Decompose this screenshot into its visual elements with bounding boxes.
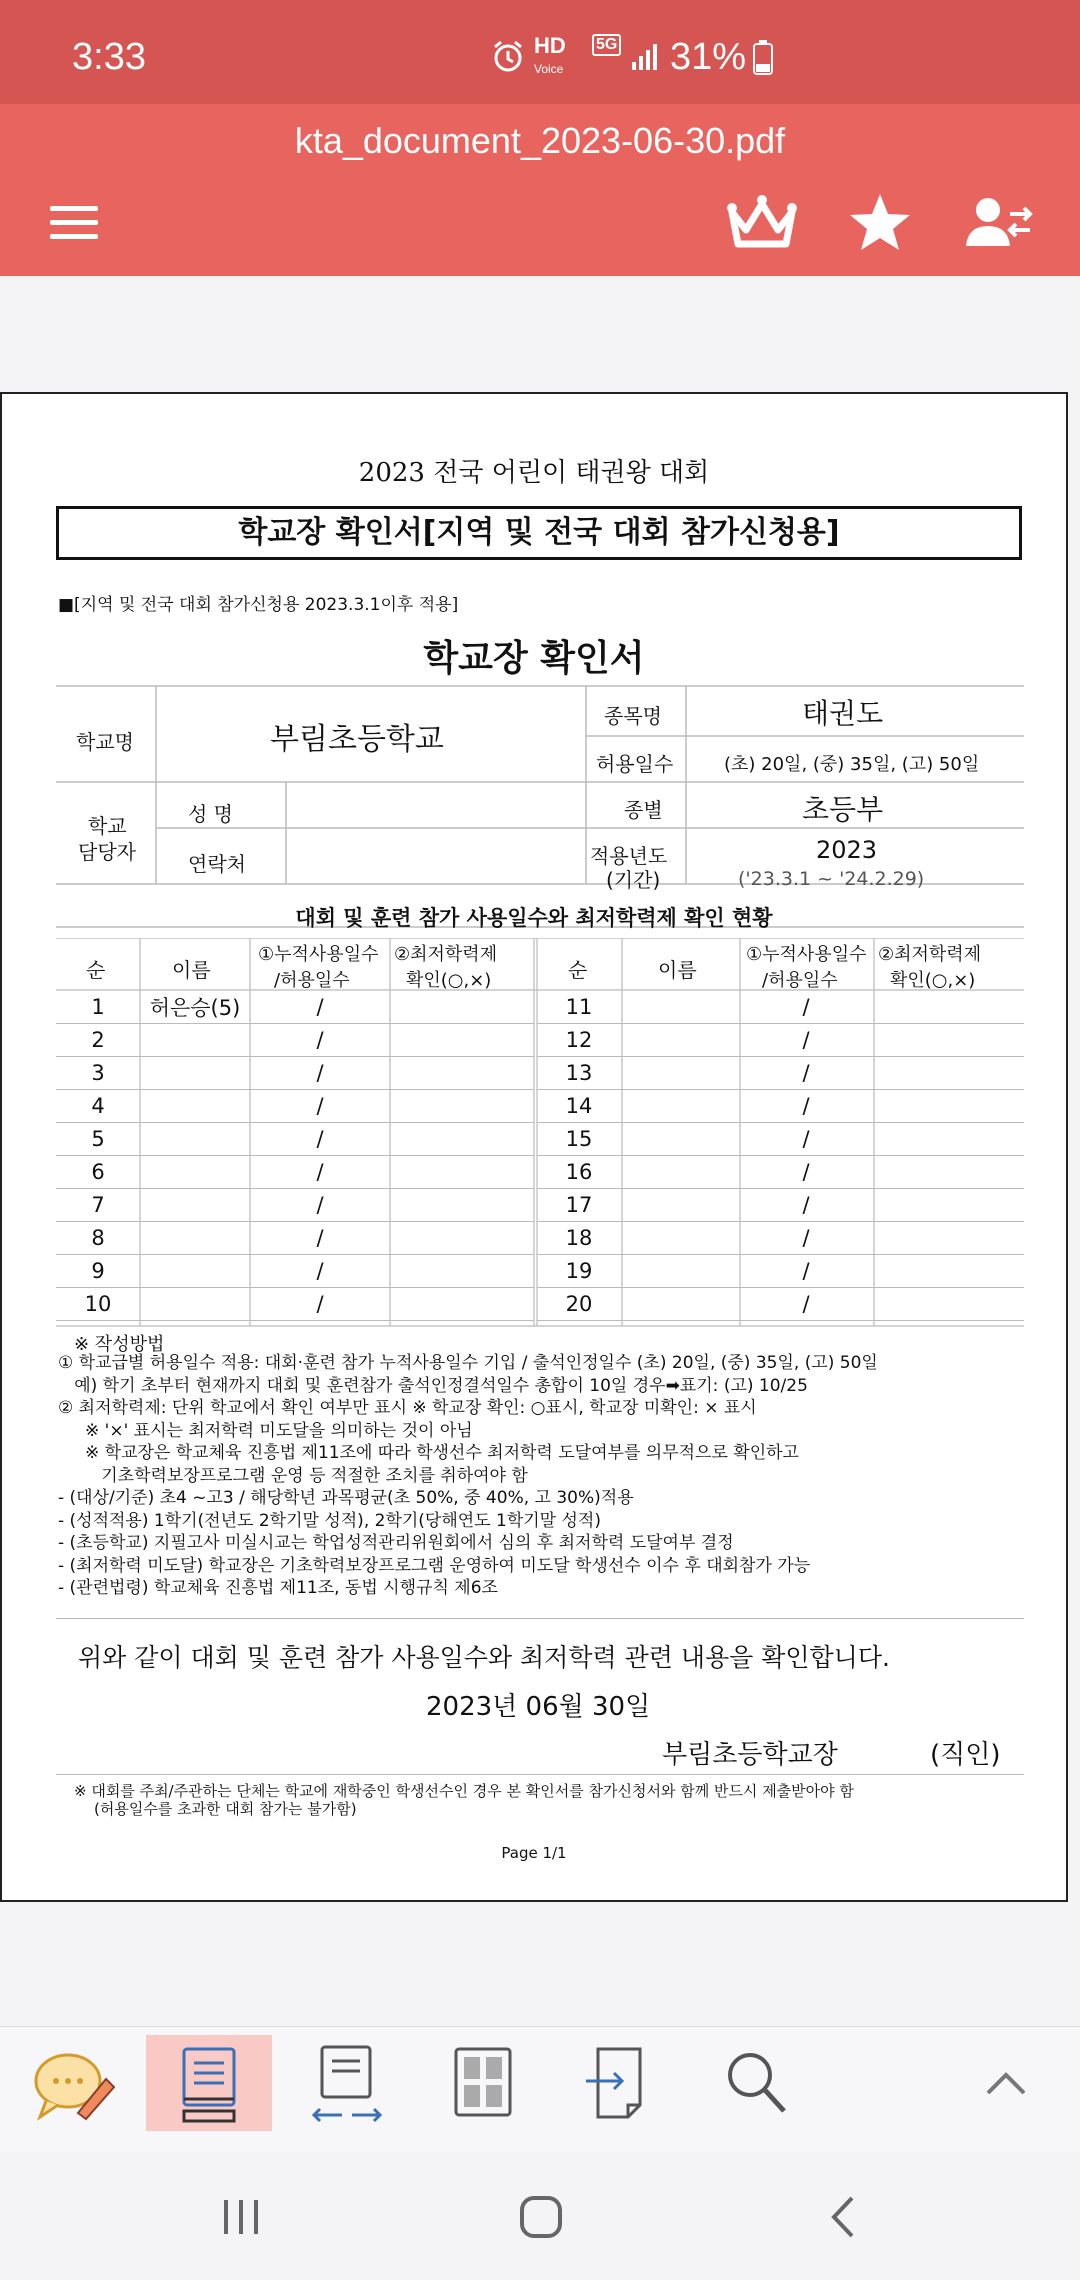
- footer-divider: [56, 1774, 1024, 1775]
- col-days-right-1: ①누적사용일수: [746, 944, 867, 965]
- row-check: [873, 1222, 1024, 1255]
- row-check: [390, 1057, 534, 1090]
- row-number: 11: [537, 991, 621, 1024]
- document-title: kta_document_2023-06-30.pdf: [294, 120, 786, 161]
- net-label: 5G: [596, 36, 618, 53]
- doc-box-title: [56, 506, 1022, 560]
- row-check: [390, 1024, 534, 1057]
- row-number: 8: [56, 1222, 140, 1255]
- footer-note-2: (허용일수를 초과한 대회 참가는 불가함): [94, 1800, 357, 1818]
- hd-label: HD: [534, 33, 566, 58]
- row-name: [621, 1156, 739, 1189]
- staff-label-2: 담당자: [78, 840, 136, 864]
- back-icon[interactable]: [820, 2192, 870, 2242]
- row-name: [140, 1189, 250, 1222]
- method-line: 기초학력보장프로그램 운영 등 적절한 조치를 취하여야 함: [58, 1465, 528, 1486]
- row-days: /: [739, 1189, 873, 1222]
- row-days: /: [250, 991, 390, 1024]
- row-number: 4: [56, 1090, 140, 1123]
- event-value: 태권도: [802, 697, 884, 730]
- table-row: [537, 1255, 1024, 1288]
- col-check-right-2: 확인(○,×): [890, 970, 976, 991]
- row-name: [140, 1090, 250, 1123]
- allow-label: 허용일수: [596, 752, 674, 776]
- table-row: [56, 1288, 534, 1321]
- row-days: /: [739, 1288, 873, 1321]
- division-value: 초등부: [802, 793, 884, 826]
- footer-note-1: ※ 대회를 주최/주관하는 단체는 학교에 재학중인 학생선수인 경우 본 확인서를 참가신청서와 함께 반드시 제출받아야 함: [74, 1782, 854, 1800]
- bottom-toolbar: [0, 2026, 1080, 2153]
- method-line: - (초등학교) 지필고사 미실시교는 학업성적관리위원회에서 심의 후 최저학력 도달여부 결정: [58, 1533, 734, 1553]
- row-check: [390, 1156, 534, 1189]
- method-line: - (대상/기준) 초4 ~고3 / 해당학년 과목평균(초 50%, 중 40%, 고 30%)적용: [58, 1488, 634, 1508]
- row-days: /: [250, 1090, 390, 1123]
- 5g-icon: [592, 34, 621, 56]
- row-check: [873, 1090, 1024, 1123]
- confirm-text: 위와 같이 대회 및 훈련 참가 사용일수와 최저학력 관련 내용을 확인합니다.: [78, 1643, 890, 1672]
- row-number: 12: [537, 1024, 621, 1057]
- row-check: [390, 991, 534, 1024]
- comment-edit-icon[interactable]: [12, 2035, 138, 2131]
- row-number: 2: [56, 1024, 140, 1057]
- page-number: Page 1/1: [501, 1844, 567, 1862]
- allow-value: (초) 20일, (중) 35일, (고) 50일: [724, 754, 980, 775]
- row-name: [140, 1255, 250, 1288]
- row-check: [873, 1024, 1024, 1057]
- table-row: [56, 1189, 534, 1222]
- alarm-icon: [490, 38, 526, 74]
- row-days: /: [739, 1057, 873, 1090]
- hd-voice-icon: [534, 33, 566, 79]
- menu-icon[interactable]: [36, 182, 116, 262]
- method-lines: [58, 1352, 1058, 1600]
- col-days-left-1: ①누적사용일수: [258, 944, 379, 965]
- table-row: [537, 1057, 1024, 1090]
- chevron-up-icon[interactable]: [944, 2035, 1070, 2131]
- row-name: [140, 1156, 250, 1189]
- contact-label: 연락처: [188, 852, 246, 876]
- signal-icon: [630, 42, 660, 72]
- row-days: /: [250, 1156, 390, 1189]
- row-check: [390, 1090, 534, 1123]
- col-name-left: 이름: [172, 958, 211, 982]
- battery-icon: [752, 40, 774, 76]
- row-name: [140, 1222, 250, 1255]
- go-to-page-icon[interactable]: [556, 2035, 682, 2131]
- doc-note-tag: ■[지역 및 전국 대회 참가신청용 2023.3.1이후 적용]: [58, 595, 459, 615]
- status-bar: [0, 0, 1080, 104]
- table-row: [537, 1288, 1024, 1321]
- row-days: /: [250, 1189, 390, 1222]
- table-row: [56, 1057, 534, 1090]
- status-time: 3:33: [72, 36, 146, 78]
- row-name: [621, 1057, 739, 1090]
- method-divider: [56, 1618, 1024, 1619]
- row-number: 6: [56, 1156, 140, 1189]
- section-title: 대회 및 훈련 참가 사용일수와 최저학력제 확인 현황: [295, 906, 773, 930]
- search-icon[interactable]: [694, 2035, 820, 2131]
- col-no-left: 순: [86, 958, 106, 982]
- method-line: ② 최저학력제: 단위 학교에서 확인 여부만 표시 ※ 학교장 확인: ○표시, 학교장 미확인: × 표시: [58, 1398, 757, 1418]
- row-name: [621, 1090, 739, 1123]
- row-number: 20: [537, 1288, 621, 1321]
- row-days: /: [739, 991, 873, 1024]
- table-row: [537, 1189, 1024, 1222]
- event-label: 종목명: [604, 704, 662, 728]
- doc-main-title: 학교장 확인서: [423, 638, 645, 679]
- row-days: /: [250, 1222, 390, 1255]
- grid-view-icon[interactable]: [420, 2035, 546, 2131]
- row-check: [390, 1189, 534, 1222]
- row-check: [873, 1288, 1024, 1321]
- row-name: [140, 1057, 250, 1090]
- row-number: 17: [537, 1189, 621, 1222]
- row-name: [621, 1123, 739, 1156]
- method-line: ※ '×' 표시는 최저학력 미도달을 의미하는 것이 아님: [58, 1420, 473, 1441]
- year-period: ('23.3.1 ~ '24.2.29): [738, 868, 925, 890]
- year-label-2: (기간): [606, 868, 661, 892]
- row-number: 15: [537, 1123, 621, 1156]
- usage-table-left: [56, 991, 534, 1321]
- share-user-icon[interactable]: [958, 182, 1038, 262]
- method-title: ※ 작성방법: [74, 1334, 165, 1355]
- row-number: 18: [537, 1222, 621, 1255]
- system-nav-bar: [0, 2152, 1080, 2280]
- row-days: /: [250, 1123, 390, 1156]
- row-days: /: [739, 1123, 873, 1156]
- row-name: [621, 991, 739, 1024]
- star-icon[interactable]: [840, 182, 920, 262]
- school-name: 부림초등학교: [270, 722, 444, 757]
- year-value: 2023: [816, 836, 878, 864]
- date-text: 2023년 06월 30일: [426, 1692, 651, 1722]
- row-number: 1: [56, 991, 140, 1024]
- row-days: /: [250, 1057, 390, 1090]
- crown-icon[interactable]: [722, 182, 802, 262]
- school-label: 학교명: [76, 730, 134, 754]
- table-row: [56, 1255, 534, 1288]
- row-days: /: [250, 1024, 390, 1057]
- method-line: ① 학교급별 허용일수 적용: 대회·훈련 참가 누적사용일수 기입 / 출석인정일수 (초) 20일, (중) 35일, (고) 50일: [58, 1353, 878, 1373]
- col-check-left-2: 확인(○,×): [406, 970, 492, 991]
- row-days: /: [250, 1255, 390, 1288]
- row-check: [873, 1123, 1024, 1156]
- voice-label: Voice: [534, 62, 564, 76]
- row-days: /: [739, 1156, 873, 1189]
- method-line: 예) 학기 초부터 현재까지 대회 및 훈련참가 출석인정결석일수 총합이 10일 경우➡표기: (고) 10/25: [58, 1375, 808, 1396]
- row-number: 3: [56, 1057, 140, 1090]
- row-number: 13: [537, 1057, 621, 1090]
- table-row: [537, 1123, 1024, 1156]
- row-days: /: [250, 1288, 390, 1321]
- seal-text: (직인): [930, 1740, 1001, 1770]
- col-check-left-1: ②최저학력제: [394, 944, 498, 965]
- row-days: /: [739, 1024, 873, 1057]
- row-number: 10: [56, 1288, 140, 1321]
- row-number: 14: [537, 1090, 621, 1123]
- division-label: 종별: [624, 798, 663, 822]
- row-number: 5: [56, 1123, 140, 1156]
- row-name: [621, 1288, 739, 1321]
- battery-percent: 31%: [670, 36, 747, 78]
- row-name: [621, 1222, 739, 1255]
- recent-apps-icon[interactable]: [216, 2192, 266, 2242]
- staff-label-1: 학교: [88, 814, 127, 838]
- horizontal-scroll-icon[interactable]: [284, 2035, 410, 2131]
- row-number: 19: [537, 1255, 621, 1288]
- row-name: [140, 1123, 250, 1156]
- table-row: [537, 991, 1024, 1024]
- doc-top-title: 2023 전국 어린이 태권왕 대회: [358, 458, 710, 488]
- table-row: [56, 1222, 534, 1255]
- method-line: - (성적적용) 1학기(전년도 2학기말 성적), 2학기(당해연도 1학기말 성적): [58, 1510, 601, 1531]
- table-row: [56, 1123, 534, 1156]
- pdf-page: [0, 392, 1068, 1902]
- table-row: [56, 1090, 534, 1123]
- table-row: [56, 1156, 534, 1189]
- status-icons: [490, 34, 1080, 84]
- doc-box-title-text: 학교장 확인서[지역 및 전국 대회 참가신청용]: [238, 515, 840, 550]
- table-row: [537, 1222, 1024, 1255]
- principal-text: 부림초등학교장: [662, 1740, 838, 1770]
- app-bar: [0, 104, 1080, 276]
- method-line: - (관련법령) 학교체육 진흥법 제11조, 동법 시행규칙 제6조: [58, 1578, 498, 1598]
- col-days-left-2: /허용일수: [274, 970, 350, 991]
- usage-table-right: [537, 991, 1024, 1321]
- row-check: [390, 1288, 534, 1321]
- row-number: 9: [56, 1255, 140, 1288]
- row-check: [873, 1189, 1024, 1222]
- single-page-view-icon[interactable]: [146, 2035, 272, 2131]
- row-days: /: [739, 1222, 873, 1255]
- table-row: [537, 1024, 1024, 1057]
- row-check: [390, 1123, 534, 1156]
- row-name: [621, 1255, 739, 1288]
- col-check-right-1: ②최저학력제: [878, 944, 982, 965]
- row-check: [390, 1255, 534, 1288]
- table-row: [537, 1090, 1024, 1123]
- table-row: [56, 991, 534, 1024]
- name-label: 성 명: [188, 802, 233, 826]
- row-days: /: [739, 1255, 873, 1288]
- row-check: [873, 1156, 1024, 1189]
- row-check: [873, 1255, 1024, 1288]
- method-line: - (최저학력 미도달) 학교장은 기초학력보장프로그램 운영하여 미도달 학생선수 이수 후 대회참가 가능: [58, 1555, 811, 1576]
- row-name: [140, 1024, 250, 1057]
- home-icon[interactable]: [516, 2192, 566, 2242]
- row-name: 허은승(5): [140, 991, 250, 1024]
- row-days: /: [739, 1090, 873, 1123]
- row-check: [873, 1057, 1024, 1090]
- row-name: [621, 1024, 739, 1057]
- row-name: [621, 1189, 739, 1222]
- row-name: [140, 1288, 250, 1321]
- year-label-1: 적용년도: [590, 844, 668, 868]
- method-line: ※ 학교장은 학교체육 진흥법 제11조에 따라 학생선수 최저학력 도달여부를 의무적으로 확인하고: [58, 1443, 799, 1463]
- row-check: [390, 1222, 534, 1255]
- row-number: 7: [56, 1189, 140, 1222]
- row-number: 16: [537, 1156, 621, 1189]
- col-no-right: 순: [568, 958, 588, 982]
- table-row: [56, 1024, 534, 1057]
- col-name-right: 이름: [658, 958, 697, 982]
- table-row: [537, 1156, 1024, 1189]
- col-days-right-2: /허용일수: [762, 970, 838, 991]
- row-check: [873, 991, 1024, 1024]
